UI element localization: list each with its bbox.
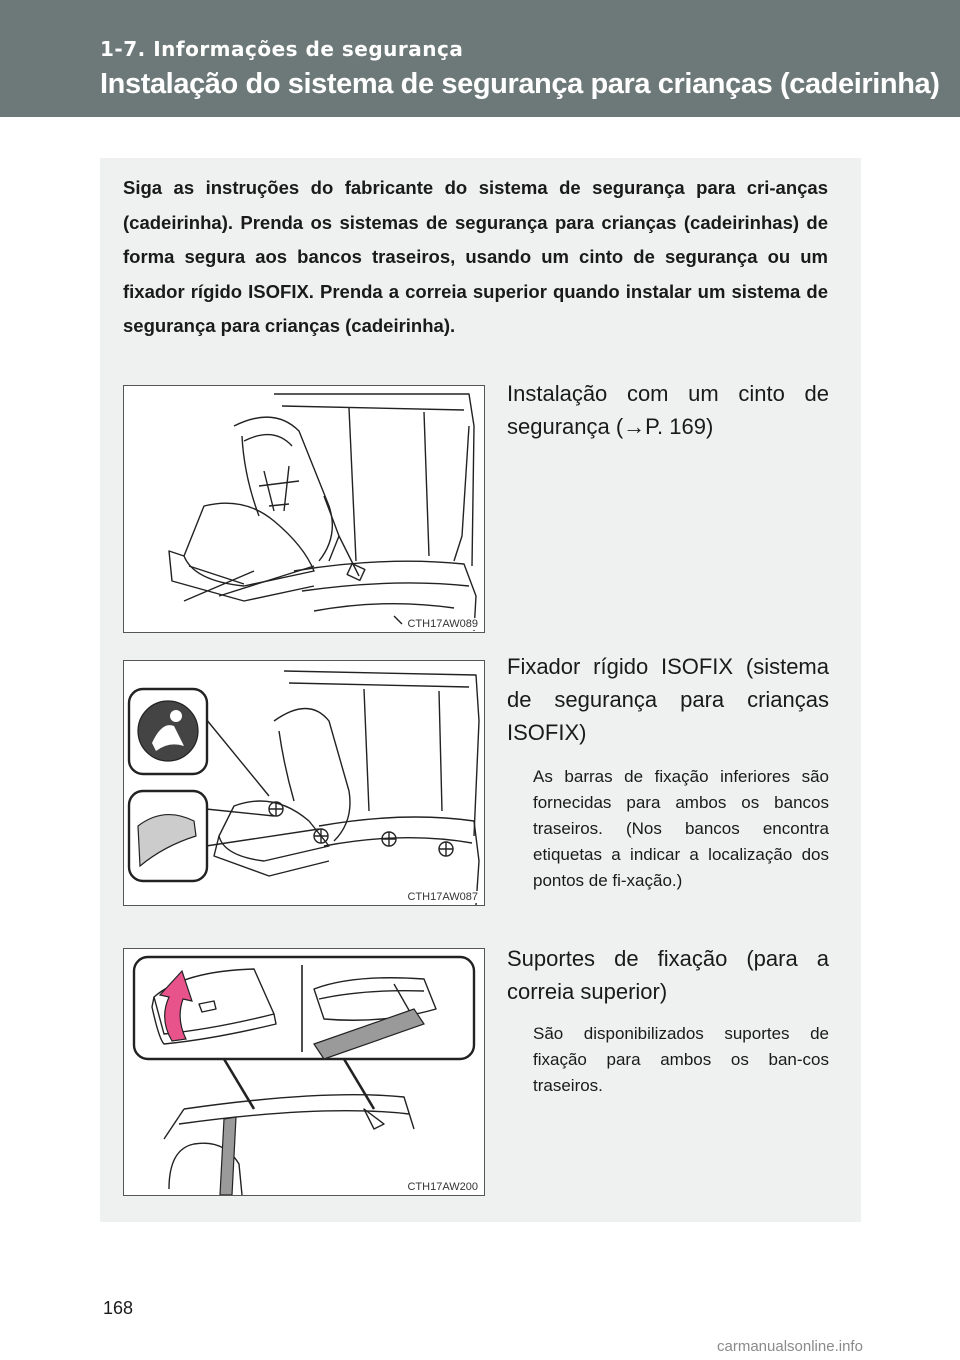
tether-anchor-illustration [124, 949, 485, 1196]
figure-seatbelt-install [123, 385, 485, 633]
seatbelt-install-illustration [124, 386, 485, 633]
figure-code: CTH17AW087 [407, 891, 478, 903]
section-label: 1-7. Informações de segurança [100, 37, 464, 61]
page-header [0, 0, 960, 117]
watermark: carmanualsonline.info [717, 1338, 863, 1355]
page-title: Instalação do sistema de segurança para crianças (cadeirinha) [100, 68, 940, 100]
item-heading-seatbelt: Instalação com um cinto de segurança (→P. 169) [507, 381, 829, 439]
intro-paragraph: Siga as instruções do fabricante do sistema de segurança para cri-anças (cadeirinha). Prenda os sistemas de segurança para crianças (cadeirinhas) de forma segura aos bancos traseiros, usando um cinto de segurança ou um fixador rígido ISOFIX. Prenda a correia superior quando instalar um sistema de segurança para crianças (cadeirinha). [123, 177, 828, 336]
figure-tether-anchor [123, 948, 485, 1196]
figure-isofix [123, 660, 485, 906]
item-heading-tether: Suportes de fixação (para a correia superior) [507, 946, 829, 1004]
item-heading-isofix: Fixador rígido ISOFIX (sistema de segurança para crianças ISOFIX) [507, 654, 829, 745]
figure-code: CTH17AW200 [407, 1181, 478, 1193]
item-note-tether: São disponibilizados suportes de fixação para ambos os ban-cos traseiros. [533, 1024, 829, 1095]
item-note-isofix: As barras de fixação inferiores são fornecidas para ambos os bancos traseiros. (Nos bancos encontra etiquetas a indicar a localização dos pontos de fi-xação.) [533, 767, 829, 890]
figure-code: CTH17AW089 [407, 618, 478, 630]
isofix-illustration [124, 661, 485, 906]
page-number: 168 [103, 1298, 134, 1318]
